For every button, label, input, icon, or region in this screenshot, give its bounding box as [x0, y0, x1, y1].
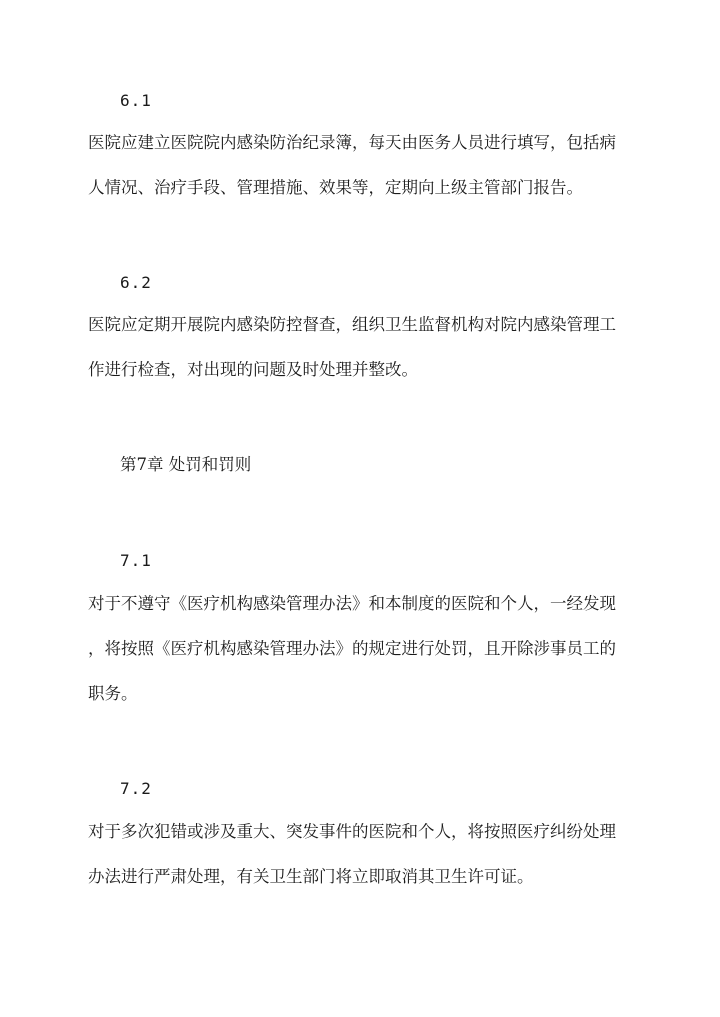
paragraph-line: 职务。: [88, 684, 138, 703]
clause-number-6-2: 6.2: [120, 273, 152, 292]
paragraph-line: 作进行检查，对出现的问题及时处理并整改。: [88, 360, 418, 379]
clause-number-7-1: 7.1: [120, 551, 152, 570]
paragraph-line: 人情况、治疗手段、管理措施、效果等，定期向上级主管部门报告。: [88, 178, 583, 197]
paragraph-line: 对于多次犯错或涉及重大、突发事件的医院和个人，将按照医疗纠纷处理: [88, 822, 616, 841]
chapter-heading: 第7章 处罚和罚则: [120, 455, 252, 474]
paragraph-line: 医院应定期开展院内感染防控督查，组织卫生监督机构对院内感染管理工: [88, 315, 616, 334]
paragraph-line: 对于不遵守《医疗机构感染管理办法》和本制度的医院和个人，一经发现: [88, 594, 616, 613]
paragraph-line: 医院应建立医院院内感染防治纪录簿，每天由医务人员进行填写，包括病: [88, 133, 616, 152]
paragraph-line: ，将按照《医疗机构感染管理办法》的规定进行处罚，且开除涉事员工的: [88, 639, 616, 658]
clause-number-6-1: 6.1: [120, 91, 152, 110]
clause-number-7-2: 7.2: [120, 779, 152, 798]
paragraph-line: 办法进行严肃处理，有关卫生部门将立即取消其卫生许可证。: [88, 867, 534, 886]
